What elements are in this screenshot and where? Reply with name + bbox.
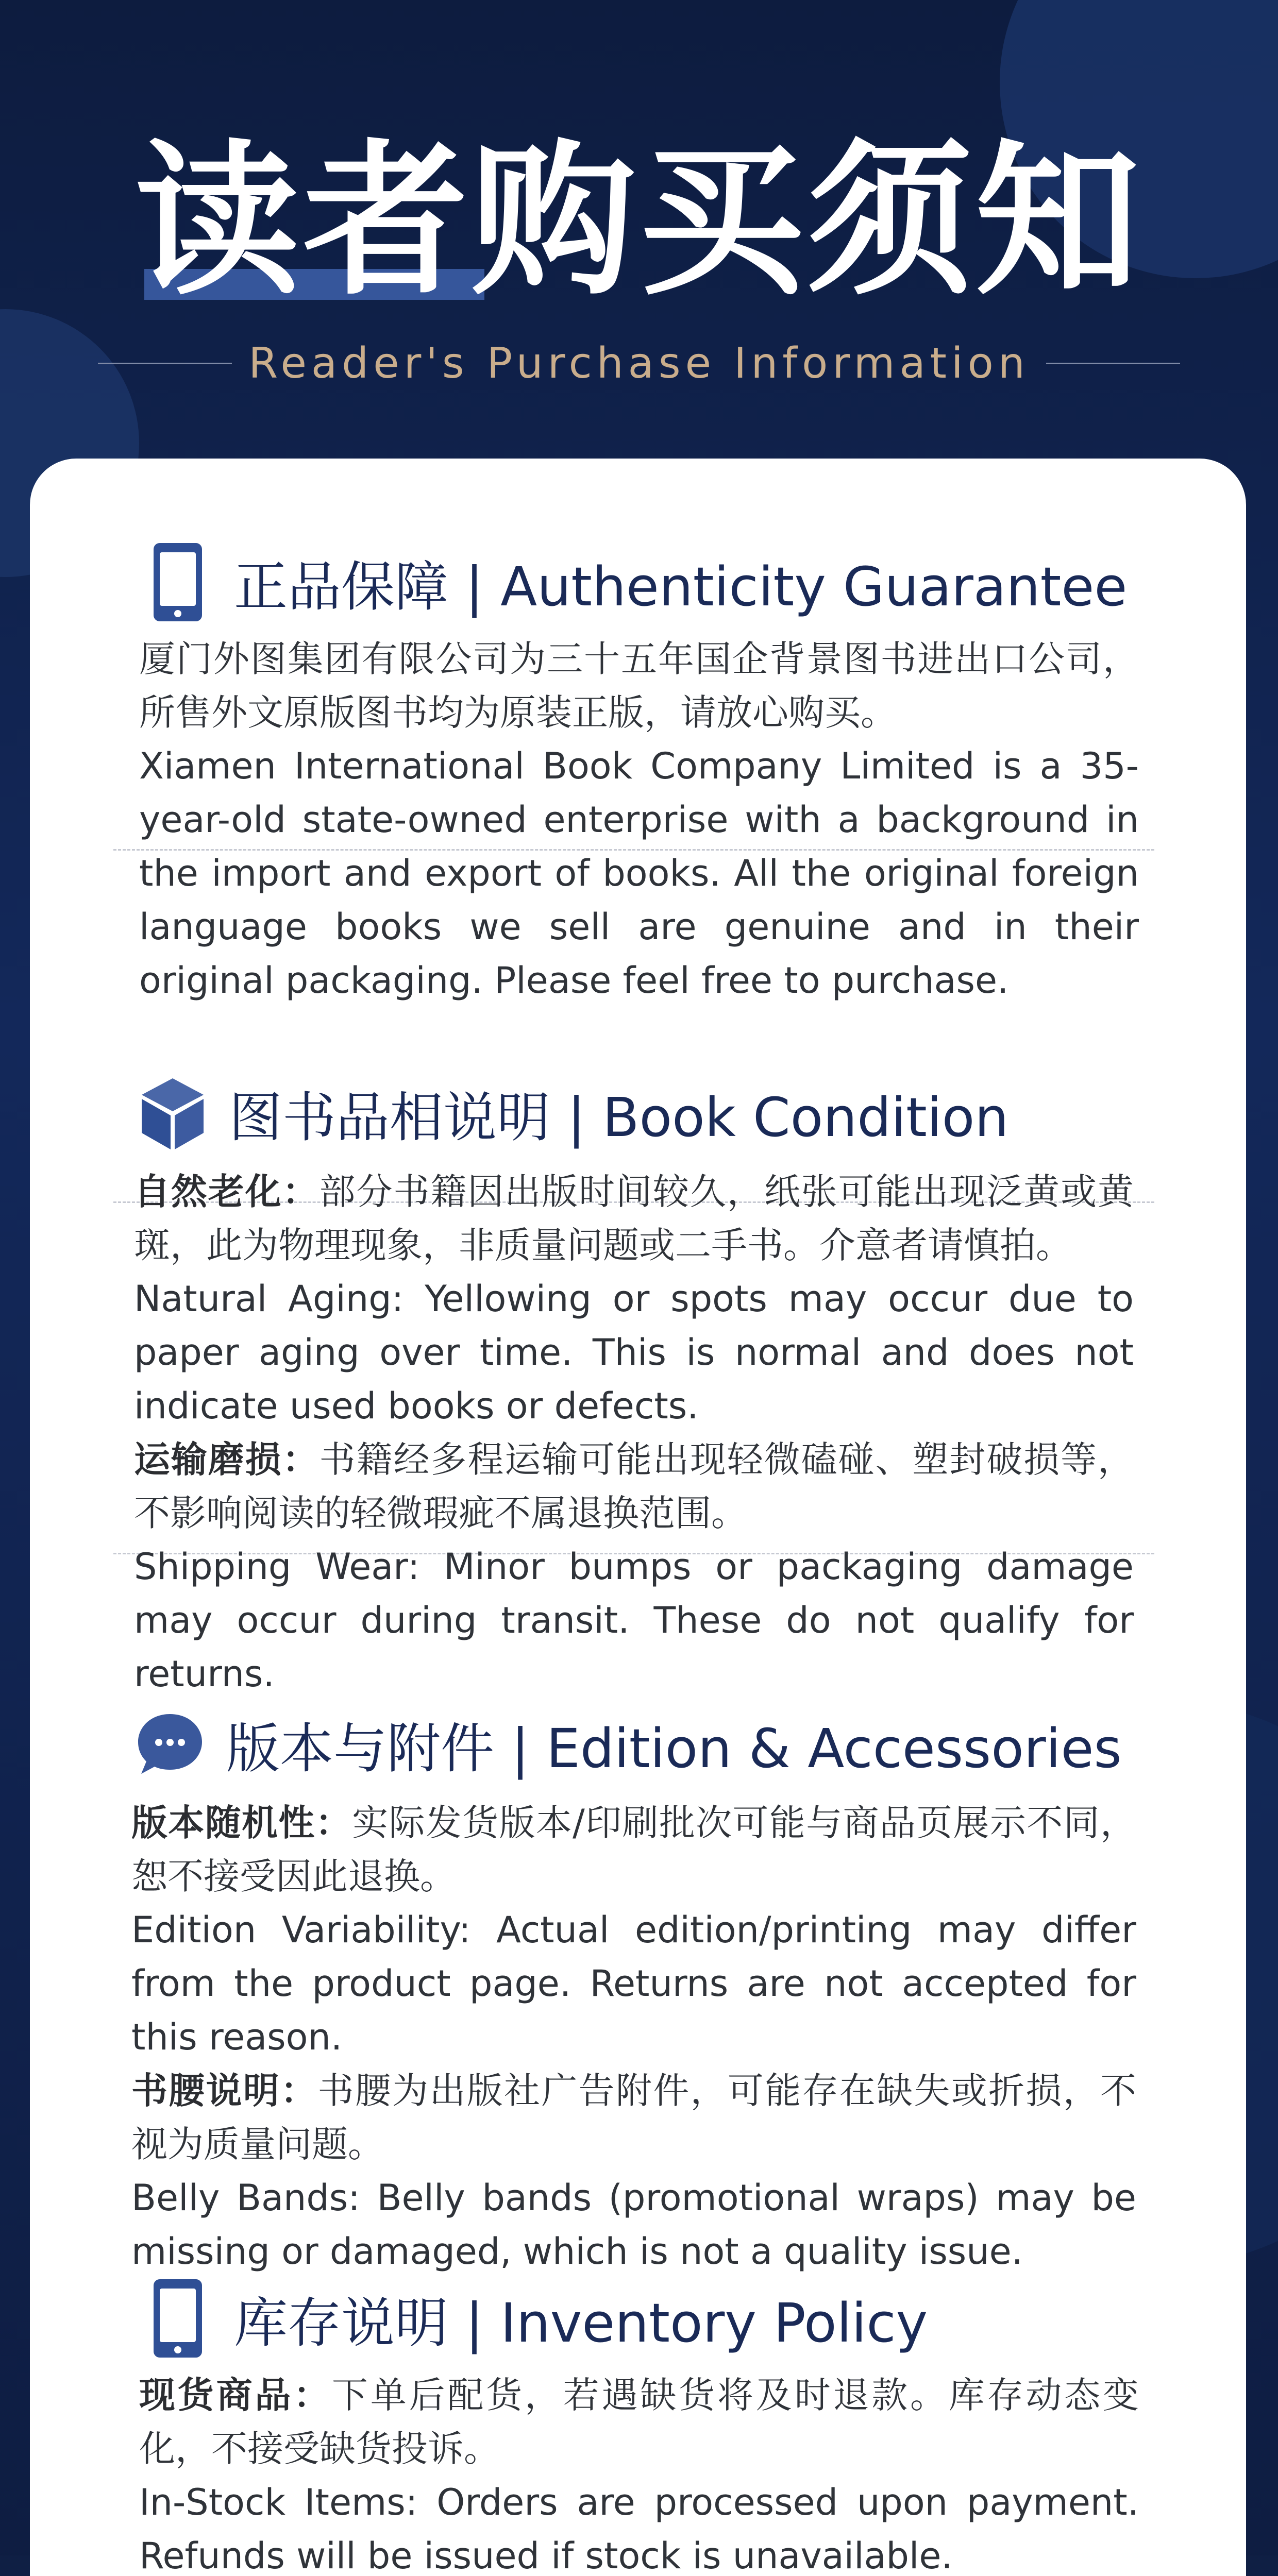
page-subtitle: Reader's Purchase Information xyxy=(248,338,1030,388)
section-body xyxy=(134,1165,1134,1701)
paragraph-label: 版本随机性： xyxy=(131,1802,352,1844)
divider-line xyxy=(1046,363,1180,364)
paragraph xyxy=(139,2476,1139,2576)
section-header xyxy=(131,1700,1136,1788)
phone-icon xyxy=(139,538,216,626)
paragraph-label: 现货商品： xyxy=(139,2374,332,2416)
divider-line xyxy=(98,363,232,364)
paragraph-text: Shipping Wear: Minor bumps or packaging damage may occur during transit. These do not qualify for returns. xyxy=(134,1546,1134,1695)
paragraph xyxy=(139,739,1139,1007)
paragraph xyxy=(134,1165,1134,1272)
chat-bubble-icon xyxy=(131,1700,209,1788)
paragraph-text: 部分书籍因出版时间较久，纸张可能出现泛黄或黄斑，此为物理现象，非质量问题或二手书。介意者请慎拍。 xyxy=(134,1171,1134,1266)
paragraph-text: Natural Aging: Yellowing or spots may occur due to paper aging over time. This is normal and does not indicate used books or defects. xyxy=(134,1278,1134,1427)
paragraph-text: 厦门外图集团有限公司为三十五年国企背景图书进出口公司，所售外文原版图书均为原装正版，请放心购买。 xyxy=(139,638,1139,734)
section-title: 库存说明 | Inventory Policy xyxy=(234,2292,928,2354)
paragraph-text: Xiamen International Book Company Limited is a 35-year-old state-owned enterprise with a background in the import and export of books. All the original foreign language books we sell are genuine and in their original packaging. Please feel free to purchase. xyxy=(139,745,1139,1002)
paragraph-label: 书腰说明： xyxy=(131,2070,318,2112)
subtitle-row xyxy=(98,335,1180,392)
section-body xyxy=(139,2368,1139,2576)
paragraph xyxy=(131,1796,1136,1903)
paragraph xyxy=(134,1540,1134,1701)
header xyxy=(0,126,1278,325)
section-title: 图书品相说明 | Book Condition xyxy=(229,1086,1009,1149)
phone-icon xyxy=(139,2275,216,2362)
paragraph-text: Edition Variability: Actual edition/printing may differ from the product page. Returns are not accepted for this reason. xyxy=(131,1909,1136,2058)
paragraph xyxy=(131,2171,1136,2278)
cube-icon xyxy=(134,1069,211,1157)
section-book-condition xyxy=(134,1069,1134,1701)
paragraph xyxy=(139,632,1139,739)
paragraph-text: 实际发货版本/印刷批次可能与商品页展示不同，恕不接受因此退换。 xyxy=(131,1802,1136,1897)
paragraph-text: 书腰为出版社广告附件，可能存在缺失或折损，不视为质量问题。 xyxy=(131,2070,1137,2165)
section-edition-accessories xyxy=(131,1700,1136,2278)
paragraph-text: In-Stock Items: Orders are processed upon payment. Refunds will be issued if stock is unavailable. xyxy=(139,2481,1139,2576)
section-inventory xyxy=(139,2275,1139,2576)
paragraph-label: 自然老化： xyxy=(134,1171,320,1213)
paragraph xyxy=(139,2368,1139,2476)
paragraph xyxy=(131,1903,1136,2064)
paragraph-label: 运输磨损： xyxy=(134,1438,320,1481)
section-header xyxy=(139,2275,1139,2362)
section-body xyxy=(131,1796,1136,2278)
paragraph xyxy=(131,2064,1136,2171)
section-header xyxy=(139,538,1139,626)
section-title: 版本与附件 | Edition & Accessories xyxy=(226,1717,1122,1780)
paragraph-text: 下单后配货，若遇缺货将及时退款。库存动态变化，不接受缺货投诉。 xyxy=(139,2374,1139,2470)
section-title: 正品保障 | Authenticity Guarantee xyxy=(234,555,1128,618)
paragraph xyxy=(134,1433,1134,1540)
paragraph xyxy=(134,1272,1134,1433)
section-header xyxy=(134,1069,1134,1157)
paragraph-text: Belly Bands: Belly bands (promotional wraps) may be missing or damaged, which is not a quality issue. xyxy=(131,2177,1136,2273)
section-authenticity xyxy=(139,538,1139,1007)
page-title: 读者购买须知 xyxy=(135,126,1143,317)
section-body xyxy=(139,632,1139,1007)
paragraph-text: 书籍经多程运输可能出现轻微磕碰、塑封破损等，不影响阅读的轻微瑕疵不属退换范围。 xyxy=(134,1438,1134,1534)
